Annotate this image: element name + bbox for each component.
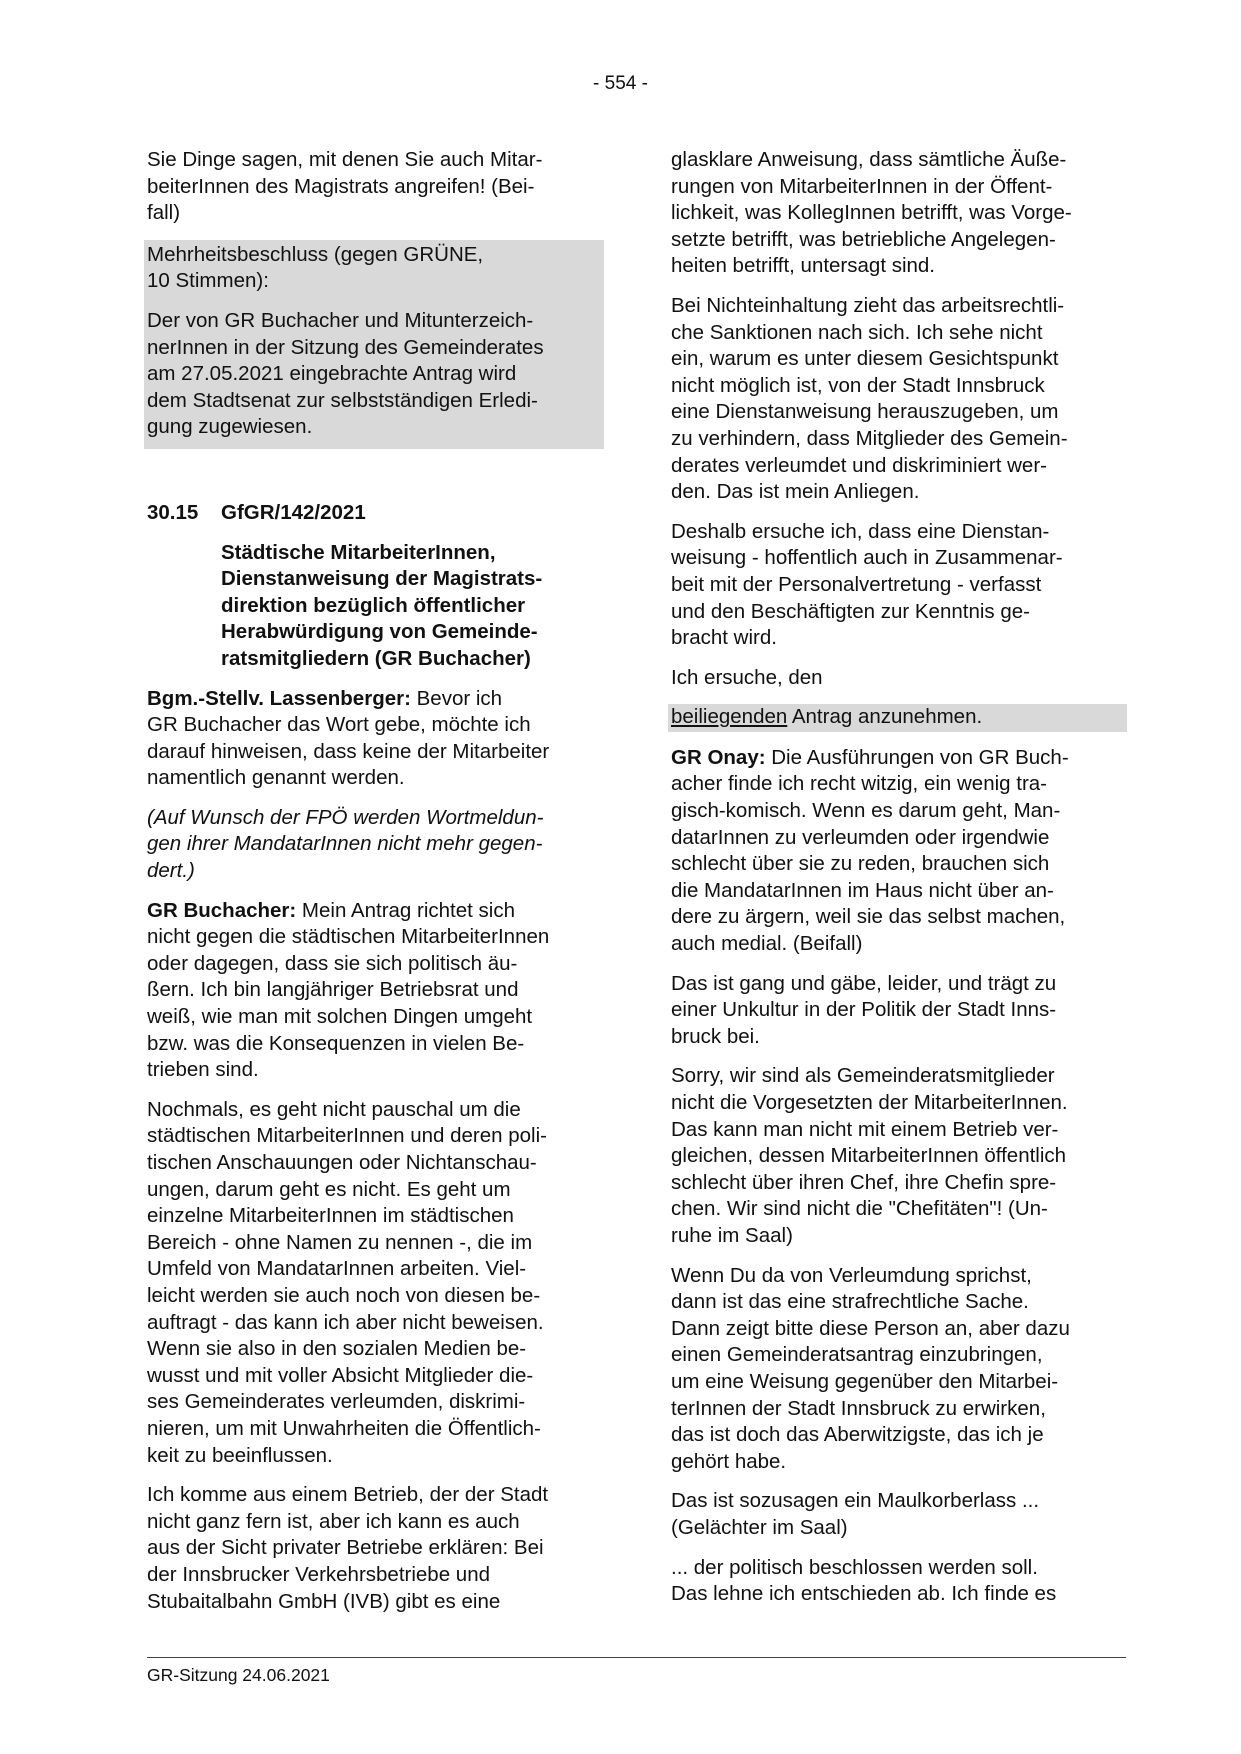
speech-buchacher: GR Buchacher: Mein Antrag richtet sich nicht gegen die städtischen MitarbeiterInnen oder dagegen, dass sie sich politisch äu- ßern. Ich bin langjähriger Betriebsrat und weiß, wie man mit solchen Dingen umgeht bzw. was die Konsequenzen in vielen Be- trieben sind. [147,898,550,1082]
right-column [671,147,1127,1621]
paragraph: glasklare Anweisung, dass sämtliche Äuße- rungen von MitarbeiterInnen in der Öffent- lichkeit, was KollegInnen betrifft, was Vorge- setzte betrifft, was betriebliche Angelegen- heiten betrifft, untersagt sind. [671,148,1072,278]
paragraph: Wenn Du da von Verleumdung sprichst, dann ist das eine strafrechtliche Sache. Dann zeigt bitte diese Person an, aber dazu einen Gemeinderatsantrag einzubringen, um eine Weisung gegenüber den Mitarbei- terInnen der Stadt Innsbruck zu erwirken, das ist doch das Aberwitzigste, das ich je gehört habe. [671,1263,1070,1473]
footer-session-date: GR-Sitzung 24.06.2021 [147,1665,330,1685]
paragraph: Bei Nichteinhaltung zieht das arbeitsrechtli- che Sanktionen nach sich. Ich sehe nicht ein, warum es unter diesem Gesichtspunkt nicht möglich ist, von der Stadt Innsbruck eine Dienstanweisung herauszugeben, um zu verhindern, dass Mitglieder des Gemein- derates verleumdet und diskriminiert wer- den. Das ist mein Anliegen. [671,293,1068,504]
resolution-heading: Mehrheitsbeschluss (gegen GRÜNE, 10 Stimmen): [147,242,484,293]
agenda-item-number: 30.15 [147,500,199,524]
agenda-item [147,500,604,673]
paragraph: ... der politisch beschlossen werden soll. Das lehne ich entschieden ab. Ich finde es [671,1555,1057,1606]
resolution-box [144,240,604,449]
agenda-item-code: GfGR/142/2021 [221,500,366,524]
paragraph: Sie Dinge sagen, mit denen Sie auch Mitar- beiterInnen des Magistrats angreifen! (Bei- fall) [147,148,543,225]
resolution-text: Der von GR Buchacher und Mitunterzeich- nerInnen in der Sitzung des Gemeinderates am 27.05.2021 eingebrachte Antrag wird dem Stadtsenat zur selbstständigen Erledi- gung zugewiesen. [147,308,544,439]
italic-note: (Auf Wunsch der FPÖ werden Wortmeldun- gen ihrer MandatarInnen nicht mehr gegen- dert.) [147,805,544,883]
agenda-item-title: Städtische MitarbeiterInnen, Dienstanweisung der Magistrats- direktion bezüglich öffentlicher Herabwürdigung von Gemeinde- ratsmitgliedern (GR Buchacher) [221,540,543,670]
paragraph: Ich ersuche, den [671,665,823,689]
speaker-name: GR Onay: [671,745,766,769]
left-column [147,147,604,1628]
speech-lassenberger: Bgm.-Stellv. Lassenberger: Bevor ich GR Buchacher das Wort gebe, möchte ich darauf hinweisen, dass keine der Mitarbeiter namentlich genannt werden. [147,686,550,790]
paragraph: Das ist gang und gäbe, leider, und trägt zu einer Unkultur in der Politik der Stadt Inns- bruck bei. [671,971,1057,1048]
paragraph: Deshalb ersuche ich, dass eine Dienstan- weisung - hoffentlich auch in Zusammenar- beit mit der Personalvertretung - verfasst und den Beschäftigten zur Kenntnis ge- bracht wird. [671,519,1063,650]
motion-box: beiliegenden Antrag anzunehmen. [668,704,1127,732]
paragraph: Ich komme aus einem Betrieb, der der Stadt nicht ganz fern ist, aber ich kann es auch aus der Sicht privater Betriebe erklären: Bei der Innsbrucker Verkehrsbetriebe und Stubaitalbahn GmbH (IVB) gibt es eine [147,1483,549,1613]
speaker-name: Bgm.-Stellv. Lassenberger: [147,686,411,710]
paragraph: Nochmals, es geht nicht pauschal um die städtischen MitarbeiterInnen und deren poli- tischen Anschauungen oder Nichtanschau- ungen, darum geht es nicht. Es geht um einzelne MitarbeiterInnen im städtischen Bereich - ohne Namen zu nennen -, die im Umfeld von MandatarInnen arbeiten. Viel- leicht werden sie auch noch von diesen be- auftragt - das kann ich aber nicht beweisen. Wenn sie also in den sozialen Medien be- wusst und mit voller Absicht Mitglieder die- ses Gemeinderates verleumden, diskrimi- nieren, um mit Unwahrheiten die Öffentlich- keit zu beeinflussen. [147,1097,547,1467]
attached-motion-link[interactable]: beiliegenden [671,705,788,729]
paragraph: Sorry, wir sind als Gemeinderatsmitglieder nicht die Vorgesetzten der MitarbeiterInnen. Das kann man nicht mit einem Betrieb ver- gleichen, dessen MitarbeiterInnen öffentlich schlecht über ihren Chef, ihre Chefin spre- chen. Wir sind nicht die "Chefitäten"! (Un- ruhe im Saal) [671,1064,1068,1247]
speaker-name: GR Buchacher: [147,898,297,922]
footer-divider [147,1657,1126,1658]
paragraph: Das ist sozusagen ein Maulkorberlass ... (Gelächter im Saal) [671,1489,1040,1539]
speech-onay: GR Onay: Die Ausführungen von GR Buch- acher finde ich recht witzig, ein wenig tra- gisch-komisch. Wenn es darum geht, Man- datarInnen zu verleumden oder irgendwie schlecht über sie zu reden, brauchen sich die MandatarInnen im Haus nicht über an- dere zu ärgern, weil sie das selbst machen, auch medial. (Beifall) [671,745,1069,956]
page-number: - 554 - [593,73,648,94]
